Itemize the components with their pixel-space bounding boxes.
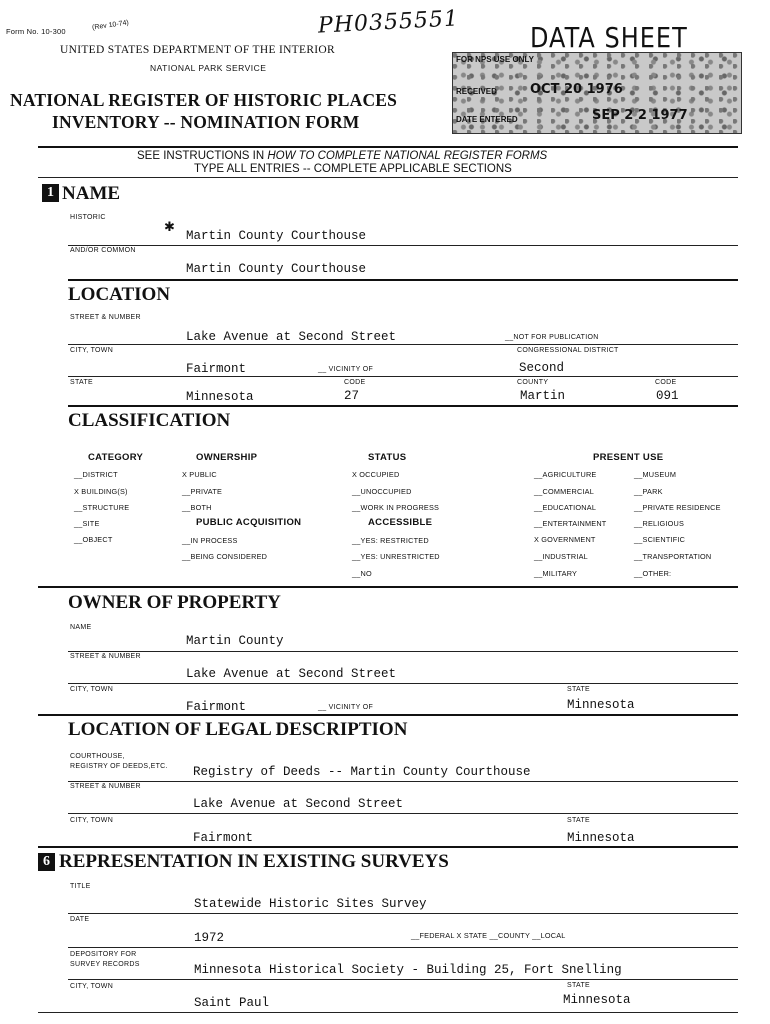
- owner-state-label: STATE: [567, 686, 591, 693]
- rule: [68, 683, 738, 684]
- location-state: Minnesota: [186, 390, 254, 404]
- registry: Registry of Deeds -- Martin County Courthouse: [193, 765, 531, 779]
- county-label: COUNTY: [517, 379, 549, 386]
- access-unrestricted: __YES: UNRESTRICTED: [352, 552, 440, 561]
- common-name: Martin County Courthouse: [186, 262, 367, 276]
- handwritten-id: PH0355551: [317, 6, 460, 39]
- rule: [38, 1012, 738, 1013]
- owner-city: Fairmont: [186, 700, 247, 714]
- section-4-title: OWNER OF PROPERTY: [68, 592, 281, 613]
- survey-state: Minnesota: [563, 993, 631, 1007]
- not-for-publication: __NOT FOR PUBLICATION: [505, 334, 599, 341]
- service: NATIONAL PARK SERVICE: [150, 63, 267, 73]
- legal-city-label: CITY, TOWN: [70, 817, 114, 824]
- date-entered-stamp: SEP 2 2 1977: [592, 108, 688, 123]
- city-label: CITY, TOWN: [70, 347, 114, 354]
- rule: [38, 586, 738, 588]
- legal-street: Lake Avenue at Second Street: [193, 797, 404, 811]
- survey-title: Statewide Historic Sites Survey: [194, 897, 427, 911]
- common-label: AND/OR COMMON: [70, 247, 136, 254]
- survey-state-label: STATE: [567, 982, 591, 989]
- county-code: 091: [656, 389, 679, 403]
- congressional-district: Second: [519, 361, 565, 375]
- use-scientific: __SCIENTIFIC: [634, 535, 686, 544]
- rule: [68, 813, 738, 814]
- legal-street-label: STREET & NUMBER: [70, 783, 141, 790]
- rule: [68, 405, 738, 407]
- survey-title-label: TITLE: [70, 883, 91, 890]
- ink-mark-icon: ✱: [164, 219, 175, 234]
- use-transportation: __TRANSPORTATION: [634, 552, 712, 561]
- rule: [38, 714, 738, 716]
- owner-name: Martin County: [186, 634, 284, 648]
- category-district: __DISTRICT: [74, 470, 118, 479]
- registry-label-1: COURTHOUSE,: [70, 753, 125, 760]
- owner-street: Lake Avenue at Second Street: [186, 667, 397, 681]
- use-park: __PARK: [634, 487, 663, 496]
- access-no: __NO: [352, 569, 372, 578]
- street-label: STREET & NUMBER: [70, 314, 141, 321]
- present-use-heading: PRESENT USE: [593, 452, 664, 463]
- section-2-title: LOCATION: [68, 284, 171, 305]
- legal-city: Fairmont: [193, 831, 254, 845]
- category-building: X BUILDING(S): [74, 487, 128, 496]
- code-label: CODE: [344, 379, 366, 386]
- section-6-title: REPRESENTATION IN EXISTING SURVEYS: [59, 851, 449, 872]
- ownership-public: X PUBLIC: [182, 470, 217, 479]
- rule: [68, 947, 738, 948]
- owner-street-label: STREET & NUMBER: [70, 653, 141, 660]
- acq-being-considered: __BEING CONSIDERED: [182, 552, 268, 561]
- section-3-title: CLASSIFICATION: [68, 410, 231, 431]
- access-restricted: __YES: RESTRICTED: [352, 536, 429, 545]
- owner-vicinity: __ VICINITY OF: [318, 704, 374, 711]
- department: UNITED STATES DEPARTMENT OF THE INTERIOR: [60, 44, 336, 56]
- vicinity-of: __ VICINITY OF: [318, 366, 374, 373]
- depository-label-1: DEPOSITORY FOR: [70, 951, 137, 958]
- rule: [68, 913, 738, 914]
- survey-city-label: CITY, TOWN: [70, 983, 114, 990]
- nps-use-only: FOR NPS USE ONLY: [456, 55, 534, 64]
- status-work-in-progress: __WORK IN PROGRESS: [352, 503, 440, 512]
- survey-levels: __FEDERAL X STATE __COUNTY __LOCAL: [411, 931, 566, 940]
- use-agriculture: __AGRICULTURE: [534, 470, 597, 479]
- location-city: Fairmont: [186, 362, 247, 376]
- rule: [68, 279, 738, 281]
- date-entered-label: DATE ENTERED: [456, 115, 518, 124]
- ownership-both: __BOTH: [182, 503, 212, 512]
- survey-city: Saint Paul: [194, 996, 270, 1010]
- instructions-1: SEE INSTRUCTIONS IN HOW TO COMPLETE NATIONAL REGISTER FORMS: [137, 150, 548, 162]
- category-site: __SITE: [74, 519, 100, 528]
- use-museum: __MUSEUM: [634, 470, 677, 479]
- rule: [38, 846, 738, 848]
- use-religious: __RELIGIOUS: [634, 519, 685, 528]
- ownership-heading: OWNERSHIP: [196, 452, 258, 463]
- public-acquisition-heading: PUBLIC ACQUISITION: [196, 517, 302, 528]
- county: Martin: [520, 389, 566, 403]
- rule: [68, 781, 738, 782]
- owner-city-label: CITY, TOWN: [70, 686, 114, 693]
- received-label: RECEIVED: [456, 87, 497, 96]
- category-structure: __STRUCTURE: [74, 503, 130, 512]
- status-occupied: X OCCUPIED: [352, 470, 400, 479]
- use-other: __OTHER:: [634, 569, 672, 578]
- owner-state: Minnesota: [567, 698, 635, 712]
- form-title-2: INVENTORY -- NOMINATION FORM: [52, 112, 360, 132]
- section-1-title: NAME: [62, 183, 121, 204]
- legal-state: Minnesota: [567, 831, 635, 845]
- section-6-number: 6: [38, 853, 55, 871]
- acq-in-process: __IN PROCESS: [182, 536, 238, 545]
- category-heading: CATEGORY: [88, 452, 144, 463]
- category-object: __OBJECT: [74, 535, 113, 544]
- section-1-number: 1: [42, 184, 59, 202]
- form-number: Form No. 10-300: [6, 27, 66, 36]
- registry-label-2: REGISTRY OF DEEDS,ETC.: [70, 763, 168, 770]
- legal-state-label: STATE: [567, 817, 591, 824]
- revision: (Rev 10-74): [91, 19, 130, 32]
- use-industrial: __INDUSTRIAL: [534, 552, 588, 561]
- rule: [68, 245, 738, 246]
- status-heading: STATUS: [368, 452, 407, 463]
- survey-date-label: DATE: [70, 916, 90, 923]
- received-stamp: OCT 20 1976: [530, 82, 623, 97]
- data-sheet-stamp: DATA SHEET: [530, 21, 688, 55]
- historic-label: HISTORIC: [70, 214, 106, 221]
- top-rule: [38, 146, 738, 148]
- accessible-heading: ACCESSIBLE: [368, 517, 433, 528]
- use-educational: __EDUCATIONAL: [534, 503, 597, 512]
- form-title-1: NATIONAL REGISTER OF HISTORIC PLACES: [10, 90, 398, 110]
- state-label: STATE: [70, 379, 94, 386]
- ownership-private: __PRIVATE: [182, 487, 223, 496]
- use-entertainment: __ENTERTAINMENT: [534, 519, 607, 528]
- rule: [68, 979, 738, 980]
- use-government: X GOVERNMENT: [534, 535, 596, 544]
- status-unoccupied: __UNOCCUPIED: [352, 487, 412, 496]
- survey-date: 1972: [194, 931, 225, 945]
- rule: [68, 344, 738, 345]
- location-street: Lake Avenue at Second Street: [186, 330, 397, 344]
- owner-name-label: NAME: [70, 624, 92, 631]
- rule: [38, 177, 738, 178]
- instructions-2: TYPE ALL ENTRIES -- COMPLETE APPLICABLE SECTIONS: [194, 163, 512, 175]
- state-code: 27: [344, 389, 360, 403]
- historic-name: Martin County Courthouse: [186, 229, 367, 243]
- section-5-title: LOCATION OF LEGAL DESCRIPTION: [68, 719, 408, 740]
- rule: [68, 376, 738, 377]
- depository: Minnesota Historical Society - Building 25, Fort Snelling: [194, 963, 622, 977]
- county-code-label: CODE: [655, 379, 677, 386]
- rule: [68, 651, 738, 652]
- use-military: __MILITARY: [534, 569, 578, 578]
- use-private-residence: __PRIVATE RESIDENCE: [634, 503, 721, 512]
- depository-label-2: SURVEY RECORDS: [70, 961, 140, 968]
- use-commercial: __COMMERCIAL: [534, 487, 594, 496]
- congressional-label: CONGRESSIONAL DISTRICT: [517, 347, 619, 354]
